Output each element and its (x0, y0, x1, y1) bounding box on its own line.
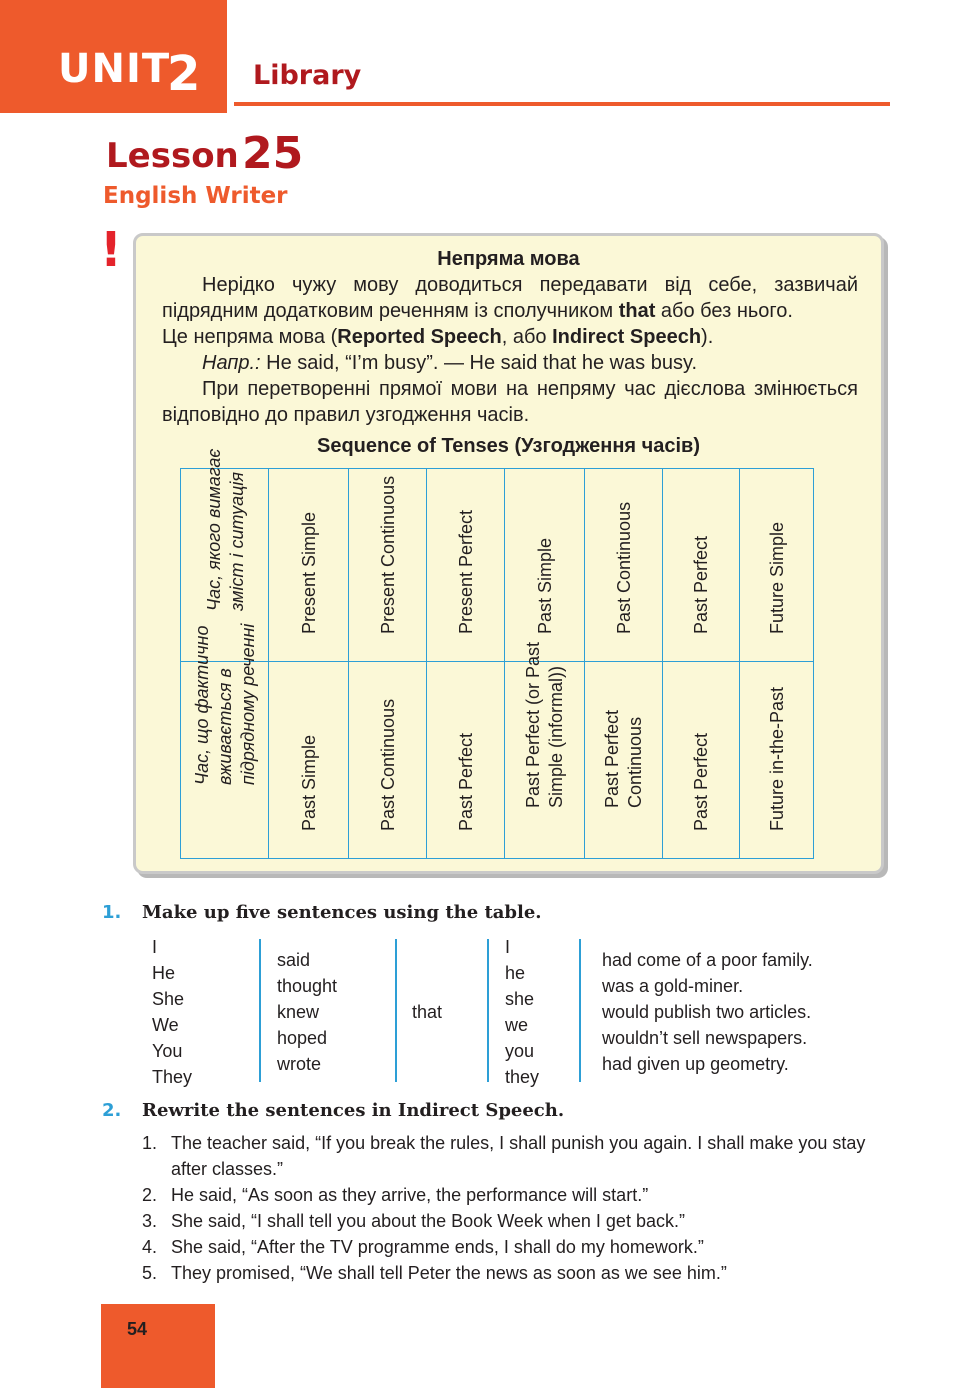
rule-example: Напр.: He said, “I’m busy”. — He said that he was busy. (202, 352, 698, 374)
lesson-label: Lesson (106, 136, 239, 176)
item-text: She said, “After the TV programme ends, I shall do my homework.” (171, 1237, 704, 1257)
table-row-required-tense (181, 469, 814, 662)
table-cell: Past Perfect (427, 662, 505, 859)
table-cell: Future Simple (740, 469, 814, 662)
table-cell: Past Simple (505, 469, 585, 662)
list-item (142, 1208, 902, 1234)
item-number: 4. (142, 1237, 158, 1257)
list-item (142, 1234, 902, 1260)
header-divider (234, 102, 890, 106)
page-number: 54 (127, 1319, 148, 1339)
rule-paragraph-1: Нерідко чужу мову доводиться передавати від себе, зазвичай підрядним додатковим реченням із сполучником that або без нього. (162, 274, 858, 322)
substitution-col-endings (602, 947, 813, 1077)
item-text: The teacher said, “If you break the rules, I shall punish you again. I shall make you stay after classes.” (171, 1133, 866, 1179)
exercise-2-title: Rewrite the sentences in Indirect Speech. (142, 1100, 565, 1121)
tenses-table-title: Sequence of Tenses (Узгодження часів) (316, 435, 701, 457)
table-cell: Past Simple (269, 662, 349, 859)
lesson-number: 25 (242, 128, 304, 179)
list-item (142, 1182, 902, 1208)
section-title: Library (253, 60, 362, 91)
table-cell: Future in-the-Past (740, 662, 814, 859)
table-cell: Past Perfect (663, 662, 740, 859)
exclamation-icon: ! (100, 222, 122, 278)
list-item: had given up geometry. (602, 1054, 789, 1074)
list-item: I (505, 937, 511, 957)
rule-paragraph-3: При перетворенні прямої мови на непряму час дієслова змінюється відповідно до правил узгодження часів. (162, 378, 858, 426)
item-number: 5. (142, 1263, 158, 1283)
list-item: She (152, 989, 185, 1009)
substitution-col-pronouns (505, 934, 539, 1090)
list-item: knew (277, 1002, 320, 1022)
table-row-header: Час, якого вимагає зміст і ситуація (181, 469, 269, 662)
table-cell: Present Simple (269, 469, 349, 662)
exercise-1-number: 1. (102, 902, 122, 923)
list-item: we (505, 1015, 529, 1035)
item-number: 1. (142, 1133, 158, 1153)
list-item: they (505, 1067, 540, 1087)
item-number: 3. (142, 1211, 158, 1231)
list-item: He (152, 963, 176, 983)
table-cell: Present Perfect (427, 469, 505, 662)
exercise-1-title: Make up five sentences using the table. (142, 902, 542, 923)
table-cell: Present Continuous (349, 469, 427, 662)
list-item: was a gold-miner. (602, 976, 744, 996)
page-number-box (101, 1304, 215, 1388)
table-cell: Past Continuous (585, 469, 663, 662)
list-item (142, 1130, 902, 1182)
list-item: said (277, 950, 311, 970)
table-cell: Past Continuous (349, 662, 427, 859)
list-item: she (505, 989, 535, 1009)
list-item: thought (277, 976, 338, 996)
item-text: She said, “I shall tell you about the Book Week when I get back.” (171, 1211, 685, 1231)
table-cell: Past Perfect (or Past Simple (informal)) (505, 662, 585, 859)
lesson-subtitle: English Writer (103, 183, 288, 209)
substitution-conjunction: that (412, 1002, 443, 1022)
exercise-2-number: 2. (102, 1100, 122, 1121)
list-item: You (152, 1041, 183, 1061)
table-row-header: Час, що фактично вживається в підрядному реченні (181, 662, 269, 859)
table-cell: Past Perfect Continuous (585, 662, 663, 859)
list-item: hoped (277, 1028, 328, 1048)
substitution-col-subjects (152, 934, 192, 1090)
unit-label: UNIT (58, 46, 171, 92)
table-cell: Past Perfect (663, 469, 740, 662)
sequence-of-tenses-table (180, 448, 814, 859)
list-item: you (505, 1041, 535, 1061)
list-item: They (152, 1067, 193, 1087)
column-divider (579, 939, 581, 1082)
item-text: He said, “As soon as they arrive, the performance will start.” (171, 1185, 649, 1205)
list-item: would publish two articles. (602, 1002, 812, 1022)
item-number: 2. (142, 1185, 158, 1205)
column-divider (487, 939, 489, 1082)
column-divider (395, 939, 397, 1082)
item-text: They promised, “We shall tell Peter the news as soon as we see him.” (171, 1263, 727, 1283)
rule-title: Непряма мова (437, 248, 580, 270)
substitution-col-verbs (277, 947, 337, 1077)
column-divider (259, 939, 261, 1082)
list-item: had come of a poor family. (602, 950, 813, 970)
table-row-actual-tense (181, 662, 814, 859)
list-item: I (152, 937, 158, 957)
list-item: he (505, 963, 526, 983)
list-item: wouldn’t sell newspapers. (602, 1028, 808, 1048)
list-item: We (152, 1015, 179, 1035)
list-item (142, 1260, 902, 1286)
list-item: wrote (277, 1054, 322, 1074)
rule-paragraph-2: Це непряма мова (Reported Speech, або Indirect Speech). (162, 326, 714, 348)
unit-number: 2 (167, 46, 201, 102)
